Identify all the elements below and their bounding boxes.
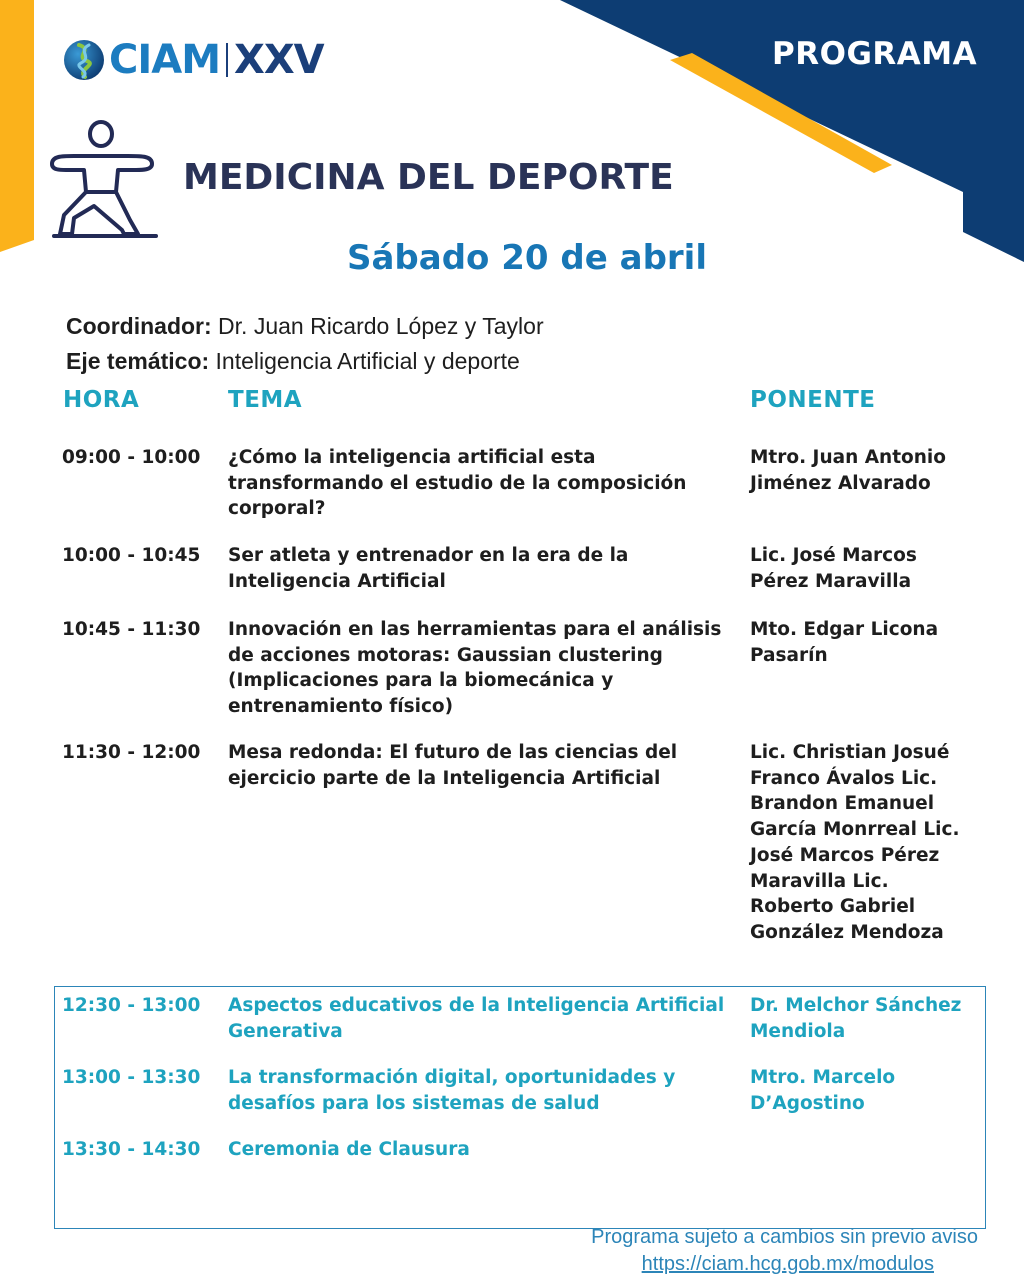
row-speaker: Mto. Edgar Licona Pasarín <box>750 619 939 666</box>
coordinator-value: Dr. Juan Ricardo López y Taylor <box>218 313 544 339</box>
ciam-logo <box>63 38 324 82</box>
row-speaker: Lic. José Marcos Pérez Maravilla <box>750 545 917 592</box>
column-header-ponente: PONENTE <box>750 387 876 413</box>
row-topic: ¿Cómo la inteligencia artificial esta transformando el estudio de la composición corporal? <box>228 447 687 520</box>
row-speaker: Dr. Melchor Sánchez Mendiola <box>750 995 962 1042</box>
column-header-hora: HORA <box>63 387 140 413</box>
event-date: Sábado 20 de abril <box>347 238 707 278</box>
logo-ciam-text: CIAM <box>109 37 220 83</box>
row-time: 10:45 - 11:30 <box>62 619 201 640</box>
row-topic: Aspectos educativos de la Inteligencia Artificial Generativa <box>228 995 725 1042</box>
coordinator-label: Coordinador: <box>66 313 212 339</box>
row-time: 11:30 - 12:00 <box>62 742 201 763</box>
row-time: 13:00 - 13:30 <box>62 1067 201 1088</box>
globe-logo-icon <box>63 39 105 81</box>
row-time: 09:00 - 10:00 <box>62 447 201 468</box>
row-speaker: Mtro. Juan Antonio Jiménez Alvarado <box>750 447 946 494</box>
row-topic: Innovación en las herramientas para el análisis de acciones motoras: Gaussian clustering (Implicaciones para la biomecánica y entrenamiento físico) <box>228 619 722 718</box>
row-time: 12:30 - 13:00 <box>62 995 201 1016</box>
logo-edition-text: XXV <box>234 37 324 83</box>
row-time: 13:30 - 14:30 <box>62 1139 201 1160</box>
row-topic: Ser atleta y entrenador en la era de la Inteligencia Artificial <box>228 545 629 592</box>
programa-label: PROGRAMA <box>772 36 978 72</box>
axis-line <box>66 344 544 379</box>
modules-link[interactable]: https://ciam.hcg.gob.mx/modulos <box>641 1253 934 1275</box>
row-topic: Mesa redonda: El futuro de las ciencias del ejercicio parte de la Inteligencia Artificial <box>228 742 678 789</box>
axis-value: Inteligencia Artificial y deporte <box>215 348 520 374</box>
sports-stretch-figure-icon <box>44 120 160 242</box>
axis-label: Eje temático: <box>66 348 210 374</box>
logo-divider <box>226 43 228 77</box>
session-meta <box>66 309 544 379</box>
row-speaker: Lic. Christian Josué Franco Ávalos Lic. Brandon Emanuel García Monrreal Lic. José Marcos Pérez Maravilla Lic. Roberto Gabriel González Mendoza <box>750 742 960 943</box>
module-title: MEDICINA DEL DEPORTE <box>183 157 674 198</box>
column-header-tema: TEMA <box>228 387 303 413</box>
disclaimer-note: Programa sujeto a cambios sin previo aviso <box>591 1226 978 1248</box>
row-time: 10:00 - 10:45 <box>62 545 201 566</box>
row-topic: Ceremonia de Clausura <box>228 1139 470 1160</box>
row-speaker: Mtro. Marcelo D’Agostino <box>750 1067 896 1114</box>
row-topic: La transformación digital, oportunidades y desafíos para los sistemas de salud <box>228 1067 676 1114</box>
coordinator-line <box>66 309 544 344</box>
